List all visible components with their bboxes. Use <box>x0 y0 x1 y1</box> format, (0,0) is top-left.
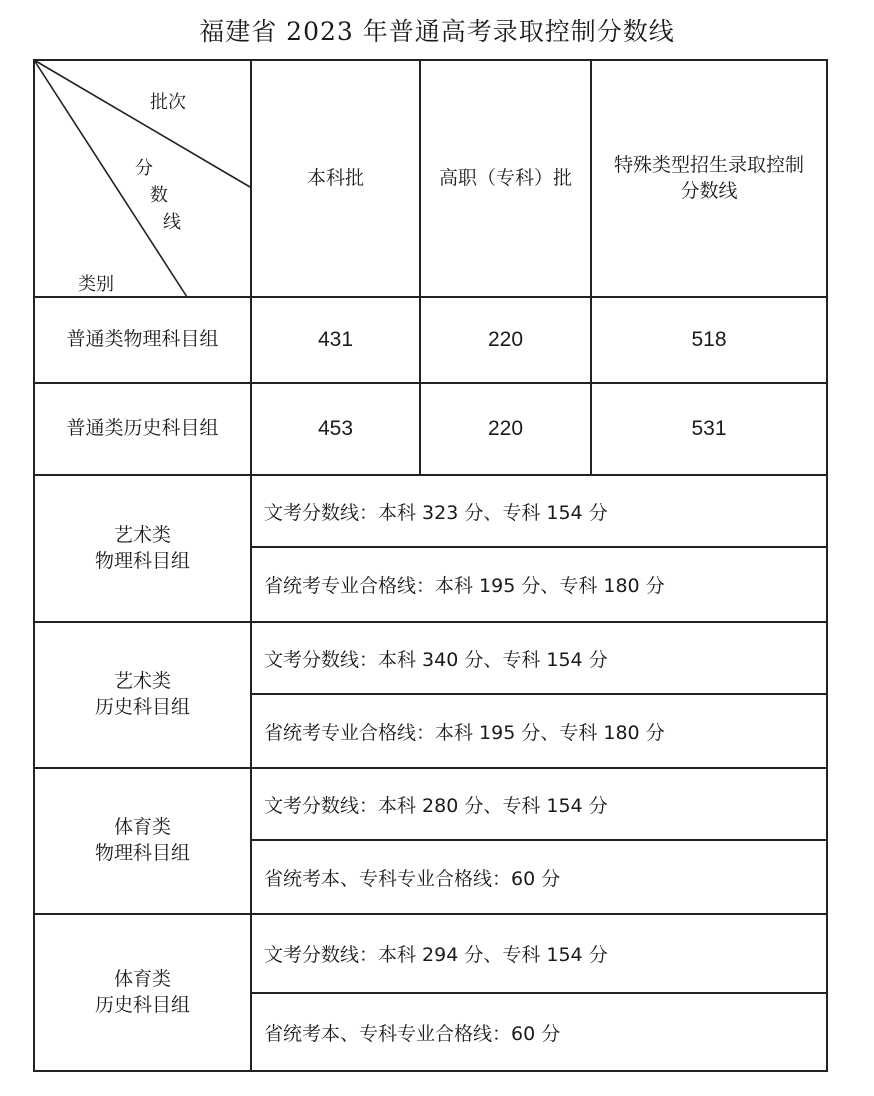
corner-label-fen: 分 <box>135 158 153 179</box>
cultural-score-line: 文考分数线：本科 280 分、专科 154 分 <box>264 794 608 817</box>
category-line2: 历史科目组 <box>94 993 190 1016</box>
category-line1: 艺术类 <box>113 523 171 546</box>
professional-score-line: 省统考专业合格线：本科 195 分、专科 180 分 <box>264 721 665 744</box>
category-line2: 历史科目组 <box>94 696 190 718</box>
score-benke: 431 <box>317 327 354 351</box>
score-benke: 453 <box>317 416 354 440</box>
special-category <box>35 769 250 913</box>
score-teshu: 531 <box>691 416 727 440</box>
corner-label-xian: 线 <box>163 212 181 233</box>
special-category <box>35 476 250 621</box>
page-title: 福建省 2023 年普通高考录取控制分数线 <box>199 17 675 46</box>
corner-label-pici: 批次 <box>150 92 186 113</box>
category-line1: 体育类 <box>113 816 171 839</box>
professional-score-line: 省统考本、专科专业合格线：60 分 <box>264 1022 561 1045</box>
category-line2: 物理科目组 <box>94 842 190 864</box>
corner-label-leibie: 类别 <box>78 274 114 295</box>
score-gaozhi: 220 <box>487 416 524 440</box>
category-label: 普通类物理科目组 <box>66 328 219 351</box>
cultural-score-line: 文考分数线：本科 294 分、专科 154 分 <box>264 944 608 966</box>
score-teshu: 518 <box>691 327 727 351</box>
header-gaozhi: 高职（专科）批 <box>438 166 572 189</box>
header-teshu: 特殊类型招生录取控制分数线 <box>613 153 804 202</box>
professional-score-line: 省统考专业合格线：本科 195 分、专科 180 分 <box>264 575 665 597</box>
score-gaozhi: 220 <box>487 327 524 351</box>
cultural-score-line: 文考分数线：本科 340 分、专科 154 分 <box>264 648 608 671</box>
special-category <box>35 915 250 1070</box>
cultural-score-line: 文考分数线：本科 323 分、专科 154 分 <box>264 501 608 524</box>
professional-score-line: 省统考本、专科专业合格线：60 分 <box>264 867 561 890</box>
header-benke: 本科批 <box>306 166 364 189</box>
category-line1: 艺术类 <box>113 670 171 693</box>
corner-label-shu: 数 <box>150 185 168 206</box>
category-label: 普通类历史科目组 <box>66 417 219 440</box>
special-category <box>35 623 250 767</box>
category-line2: 物理科目组 <box>94 549 190 572</box>
category-line1: 体育类 <box>113 967 171 990</box>
